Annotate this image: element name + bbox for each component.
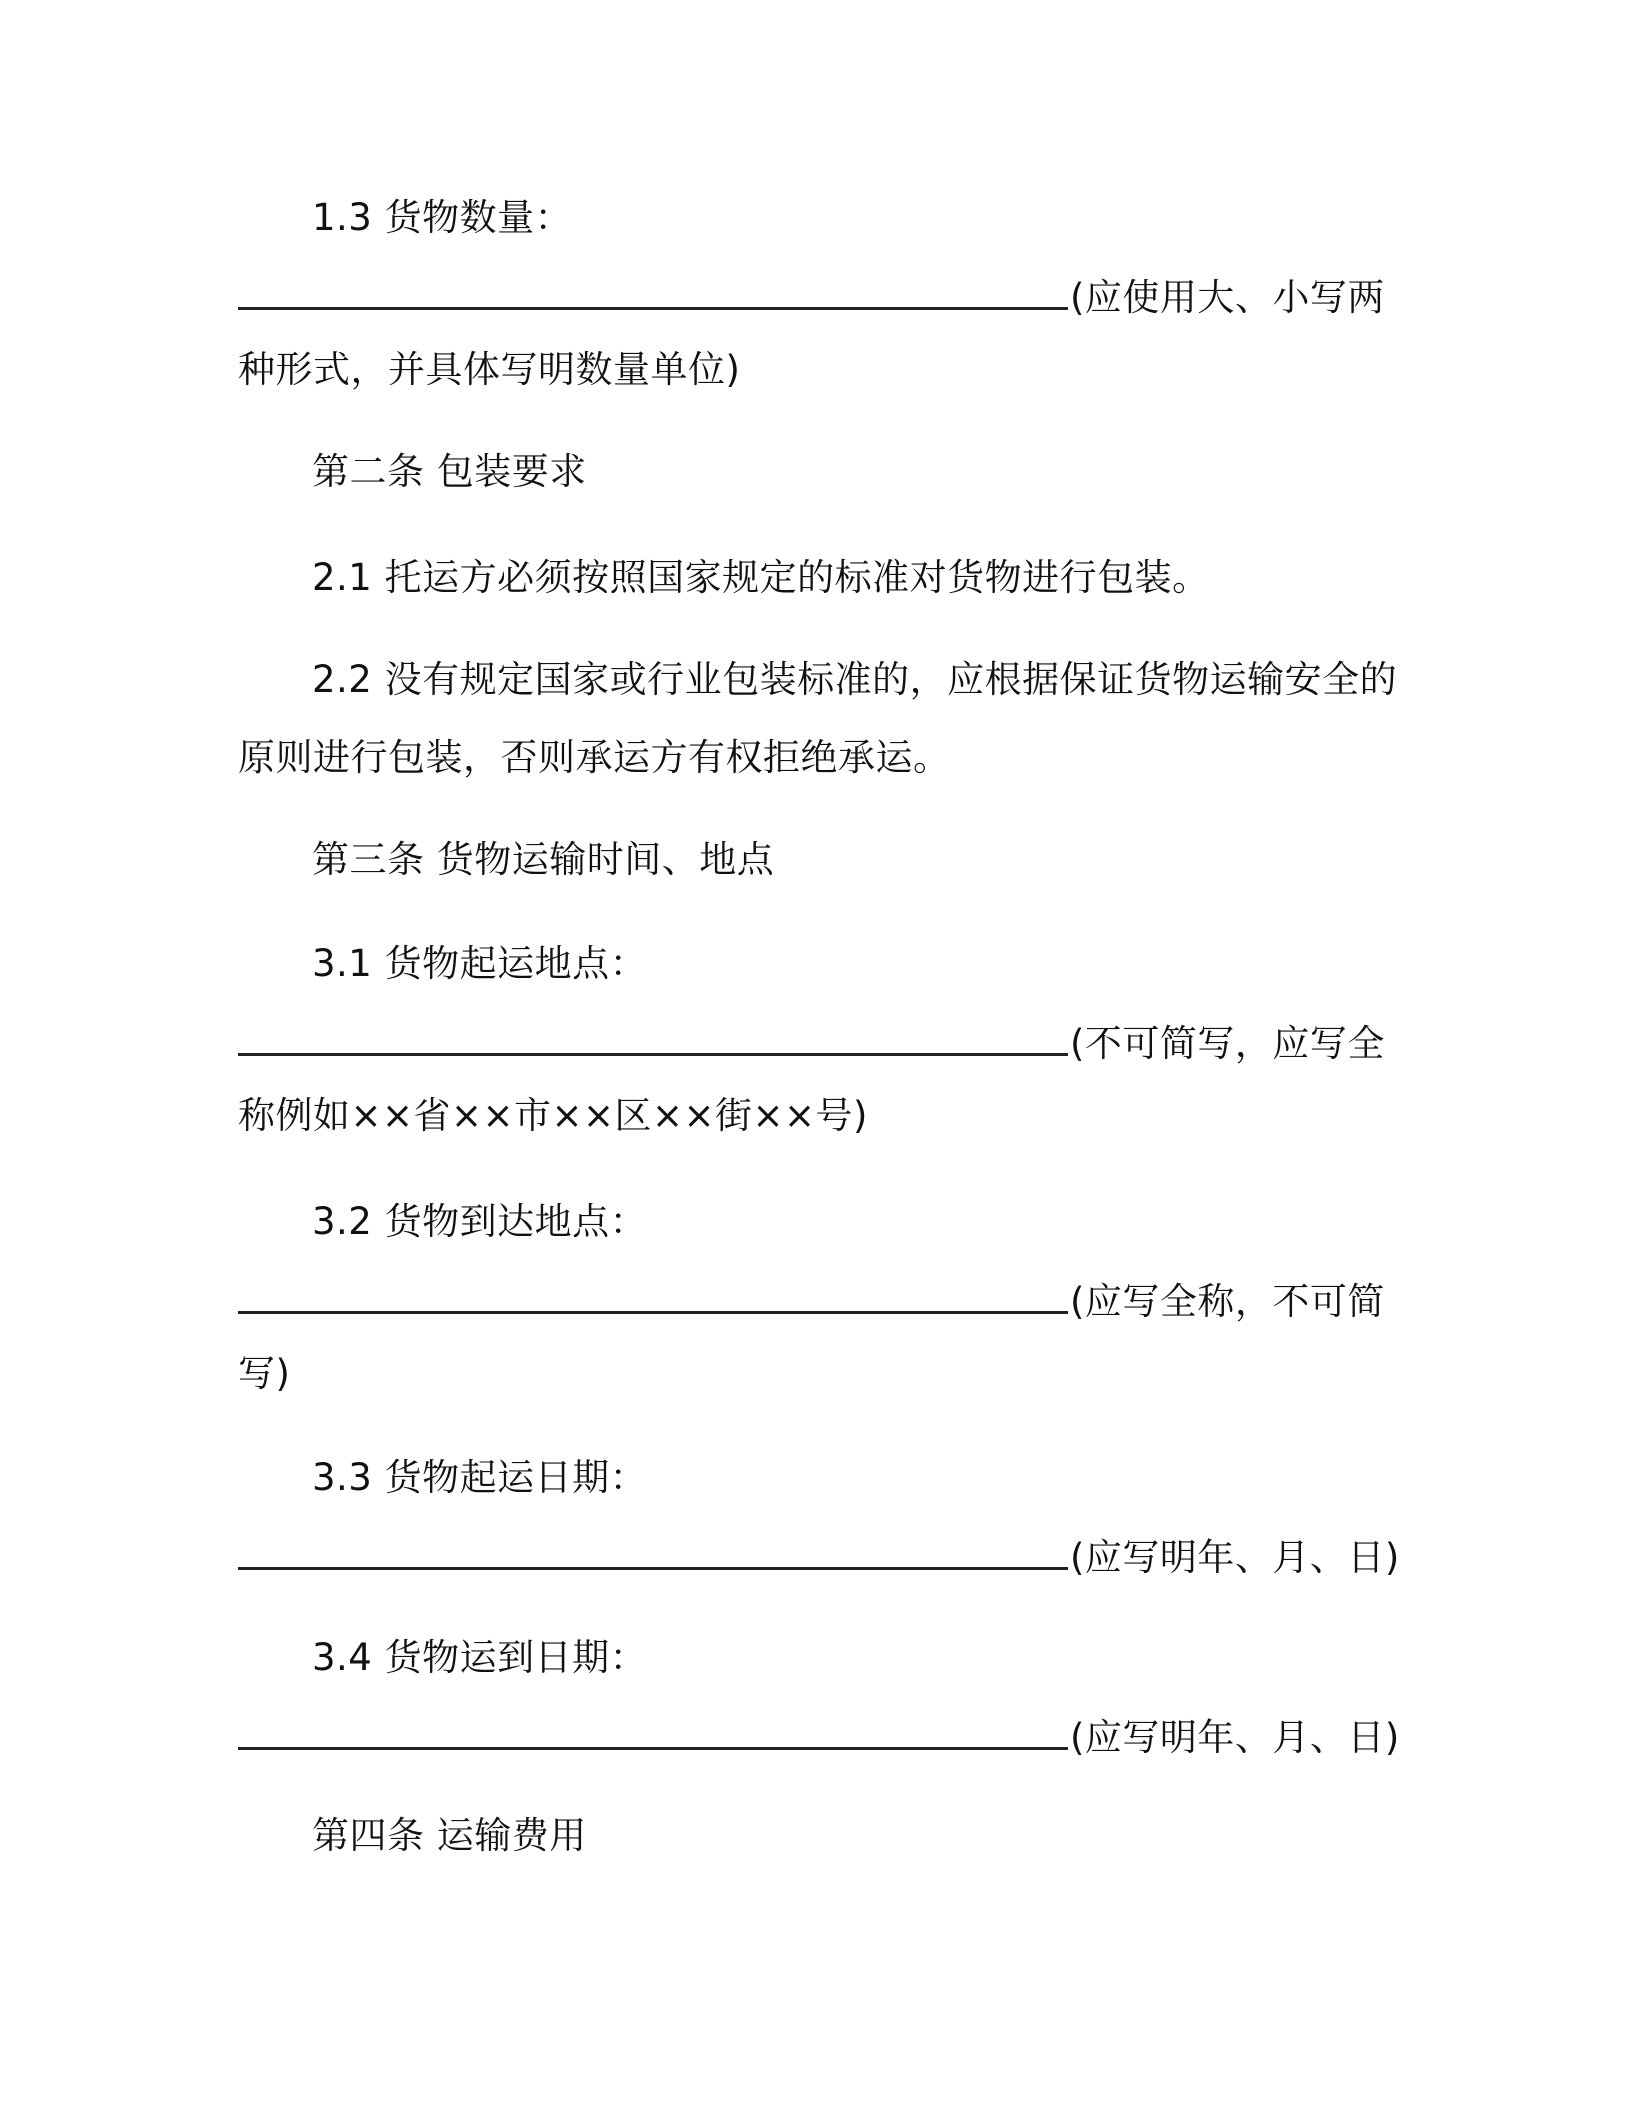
section-1-3-blank-line bbox=[238, 276, 1385, 320]
quantity-note: (应使用大、小写两 bbox=[1070, 276, 1385, 319]
section-3-2-blank-line bbox=[238, 1280, 1385, 1324]
paragraph-2-2: 2.2 没有规定国家或行业包装标准的，应根据保证货物运输安全的 bbox=[312, 658, 1398, 701]
article-3-heading: 第三条 货物运输时间、地点 bbox=[312, 838, 775, 881]
section-3-2-note-continued: 写) bbox=[238, 1352, 291, 1395]
arrival-date-note: (应写明年、月、日) bbox=[1070, 1716, 1400, 1759]
origin-note: (不可简写，应写全 bbox=[1070, 1022, 1385, 1065]
section-1-3-note-continued: 种形式，并具体写明数量单位) bbox=[238, 348, 741, 391]
section-3-1-label: 3.1 货物起运地点： bbox=[312, 942, 648, 985]
departure-date-fill-blank[interactable] bbox=[238, 1537, 1068, 1570]
section-3-4-label: 3.4 货物运到日期： bbox=[312, 1636, 648, 1679]
section-3-1-note-continued: 称例如××省××市××区××街××号) bbox=[238, 1094, 868, 1137]
departure-date-note: (应写明年、月、日) bbox=[1070, 1536, 1400, 1579]
paragraph-2-2-continued: 原则进行包装，否则承运方有权拒绝承运。 bbox=[238, 736, 951, 779]
article-2-heading: 第二条 包装要求 bbox=[312, 450, 587, 493]
section-3-2-label: 3.2 货物到达地点： bbox=[312, 1200, 648, 1243]
section-3-3-label: 3.3 货物起运日期： bbox=[312, 1456, 648, 1499]
arrival-date-fill-blank[interactable] bbox=[238, 1717, 1068, 1750]
section-3-3-blank-line bbox=[238, 1536, 1400, 1580]
article-4-heading: 第四条 运输费用 bbox=[312, 1814, 587, 1857]
paragraph-2-1: 2.1 托运方必须按照国家规定的标准对货物进行包装。 bbox=[312, 556, 1210, 599]
quantity-fill-blank[interactable] bbox=[238, 277, 1068, 310]
section-3-1-blank-line bbox=[238, 1022, 1385, 1066]
section-3-4-blank-line bbox=[238, 1716, 1400, 1760]
section-1-3-label: 1.3 货物数量： bbox=[312, 196, 573, 239]
destination-fill-blank[interactable] bbox=[238, 1281, 1068, 1314]
origin-fill-blank[interactable] bbox=[238, 1023, 1068, 1056]
destination-note: (应写全称，不可简 bbox=[1070, 1280, 1385, 1323]
